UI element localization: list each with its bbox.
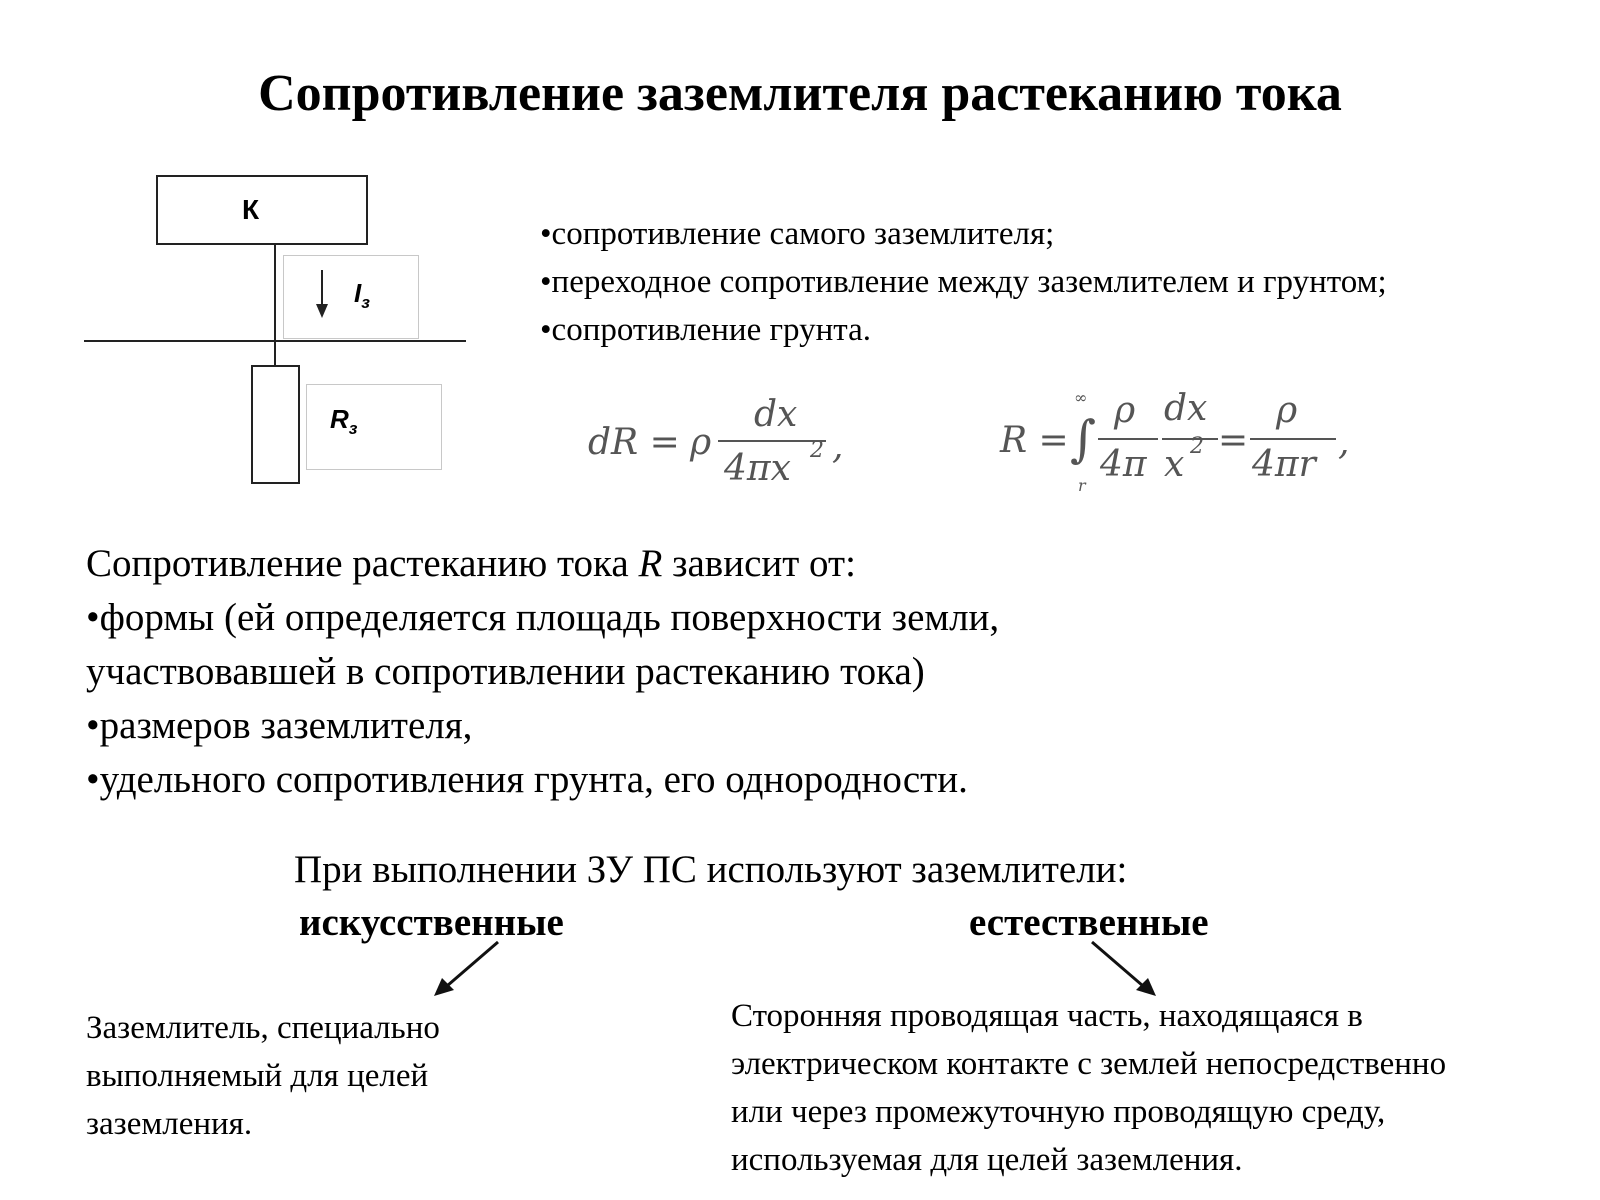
slide-title: Сопротивление заземлителя растеканию тока xyxy=(258,65,1342,122)
component-item: •переходное сопротивление между заземлителем и грунтом; xyxy=(540,264,1387,300)
ground-electrode xyxy=(251,365,300,484)
electrode-types-intro: При выполнении ЗУ ПС используют заземлители: xyxy=(294,848,1128,891)
current-label-box xyxy=(283,255,419,339)
natural-description: Сторонняя проводящая часть, находящаяся в электрическом контакте с землей непосредственно или через промежуточную проводящую среду, используемая для целей заземления. xyxy=(731,998,1447,1178)
dependency-item: •размеров заземлителя, xyxy=(86,704,473,747)
formula-differential: dR = ρ dx 4πx 2 , xyxy=(588,394,844,489)
arrow-right-down-icon xyxy=(1088,938,1160,1000)
artificial-label: искусственные xyxy=(299,901,564,944)
resistance-label-box xyxy=(306,384,442,470)
fraction-bar xyxy=(1250,438,1336,440)
dependency-item: •формы (ей определяется площадь поверхности земли, xyxy=(86,596,1000,639)
current-symbol: $I_з$ xyxy=(354,278,370,313)
formula-integral: R = ∞ ∫ r ρ 4π dx x 2 = ρ 4πr , xyxy=(1000,388,1350,495)
component-item: •сопротивление грунта. xyxy=(540,312,871,348)
down-arrow-icon xyxy=(312,268,332,320)
resistance-symbol: $R_з$ xyxy=(330,404,358,439)
dependency-section xyxy=(86,537,999,807)
resistance-variable: R xyxy=(638,542,663,585)
dependency-item: •удельного сопротивления грунта, его однородности. xyxy=(86,758,968,801)
grounding-diagram xyxy=(0,0,520,520)
equipment-box: К xyxy=(156,175,368,245)
arrow-left-down-icon xyxy=(430,938,502,1000)
dependency-intro: Сопротивление растеканию тока R зависит от: xyxy=(86,542,856,585)
artificial-description: Заземлитель, специально выполняемый для целей заземления. xyxy=(86,1010,440,1142)
fraction-bar xyxy=(1098,438,1158,440)
component-item: •сопротивление самого заземлителя; xyxy=(540,216,1055,252)
natural-label: естественные xyxy=(969,901,1209,944)
ground-line xyxy=(84,340,466,342)
resistance-components-list xyxy=(540,210,1387,354)
conductor-wire xyxy=(274,245,276,365)
dependency-item: участвовавшей в сопротивлении растеканию тока) xyxy=(86,650,925,693)
